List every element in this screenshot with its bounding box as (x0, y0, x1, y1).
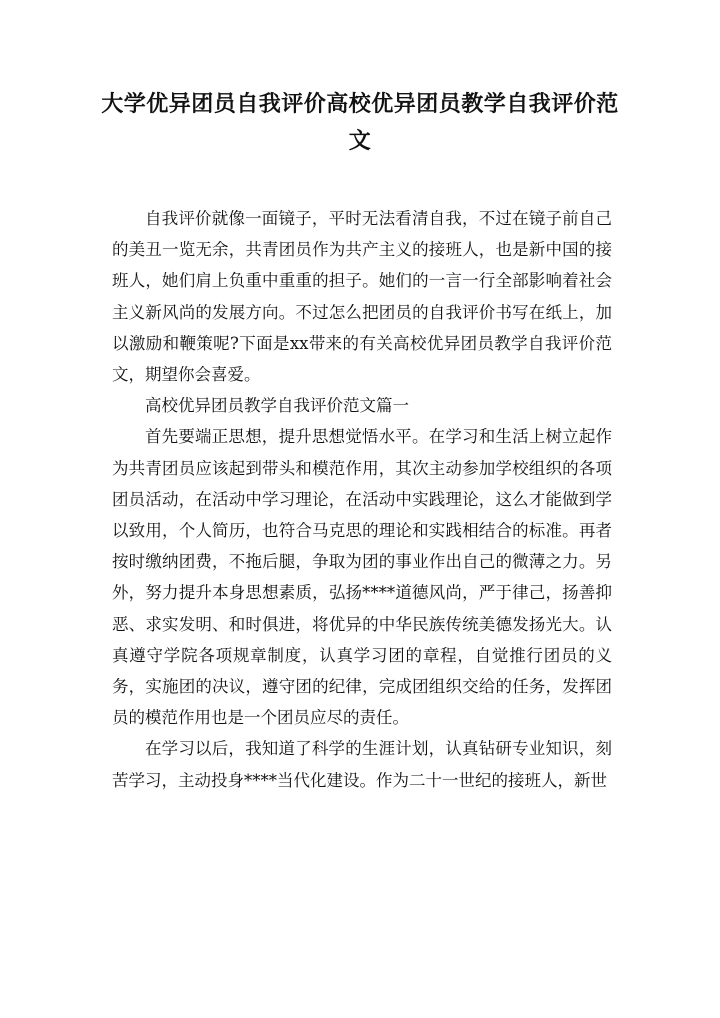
document-title: 大学优异团员自我评价高校优异团员教学自我评价范文 (101, 91, 619, 154)
paragraph-intro: 自我评价就像一面镜子，平时无法看清自我，不过在镜子前自己的美丑一览无余，共青团员作为共产主义的接班人，也是新中国的接班人，她们肩上负重中重重的担子。她们的一言一行全部影响着社会主义新风尚的发展方向。不过怎么把团员的自我评价书写在纸上，加以激励和鞭策呢?下面是xx带来的有关高校优异团员教学自我评价范文，期望你会喜爱。 (112, 209, 612, 385)
section-heading: 高校优异团员教学自我评价范文篇一 (145, 396, 409, 416)
paragraph-2: 在学习以后，我知道了科学的生涯计划，认真钻研专业知识，刻苦学习，主动投身****当代化建设。作为二十一世纪的接班人，新世 (112, 739, 612, 790)
paragraph-1: 首先要端正思想，提升思想觉悟水平。在学习和生活上树立起作为共青团员应该起到带头和模范作用，其次主动参加学校组织的各项团员活动，在活动中学习理论，在活动中实践理论，这么才能做到学以致用，个人简历，也符合马克思的理论和实践相结合的标准。再者按时缴纳团费，不拖后腿，争取为团的事业作出自己的微薄之力。另外，努力提升本身思想素质，弘扬****道德风尚，严于律己，扬善抑恶、求实发明、和时俱进，将优异的中华民族传统美德发扬光大。认真遵守学院各项规章制度，认真学习团的章程，自觉推行团员的义务，实施团的决议，遵守团的纪律，完成团组织交给的任务，发挥团员的模范作用也是一个团员应尽的责任。 (112, 427, 612, 728)
document-body (112, 203, 612, 796)
